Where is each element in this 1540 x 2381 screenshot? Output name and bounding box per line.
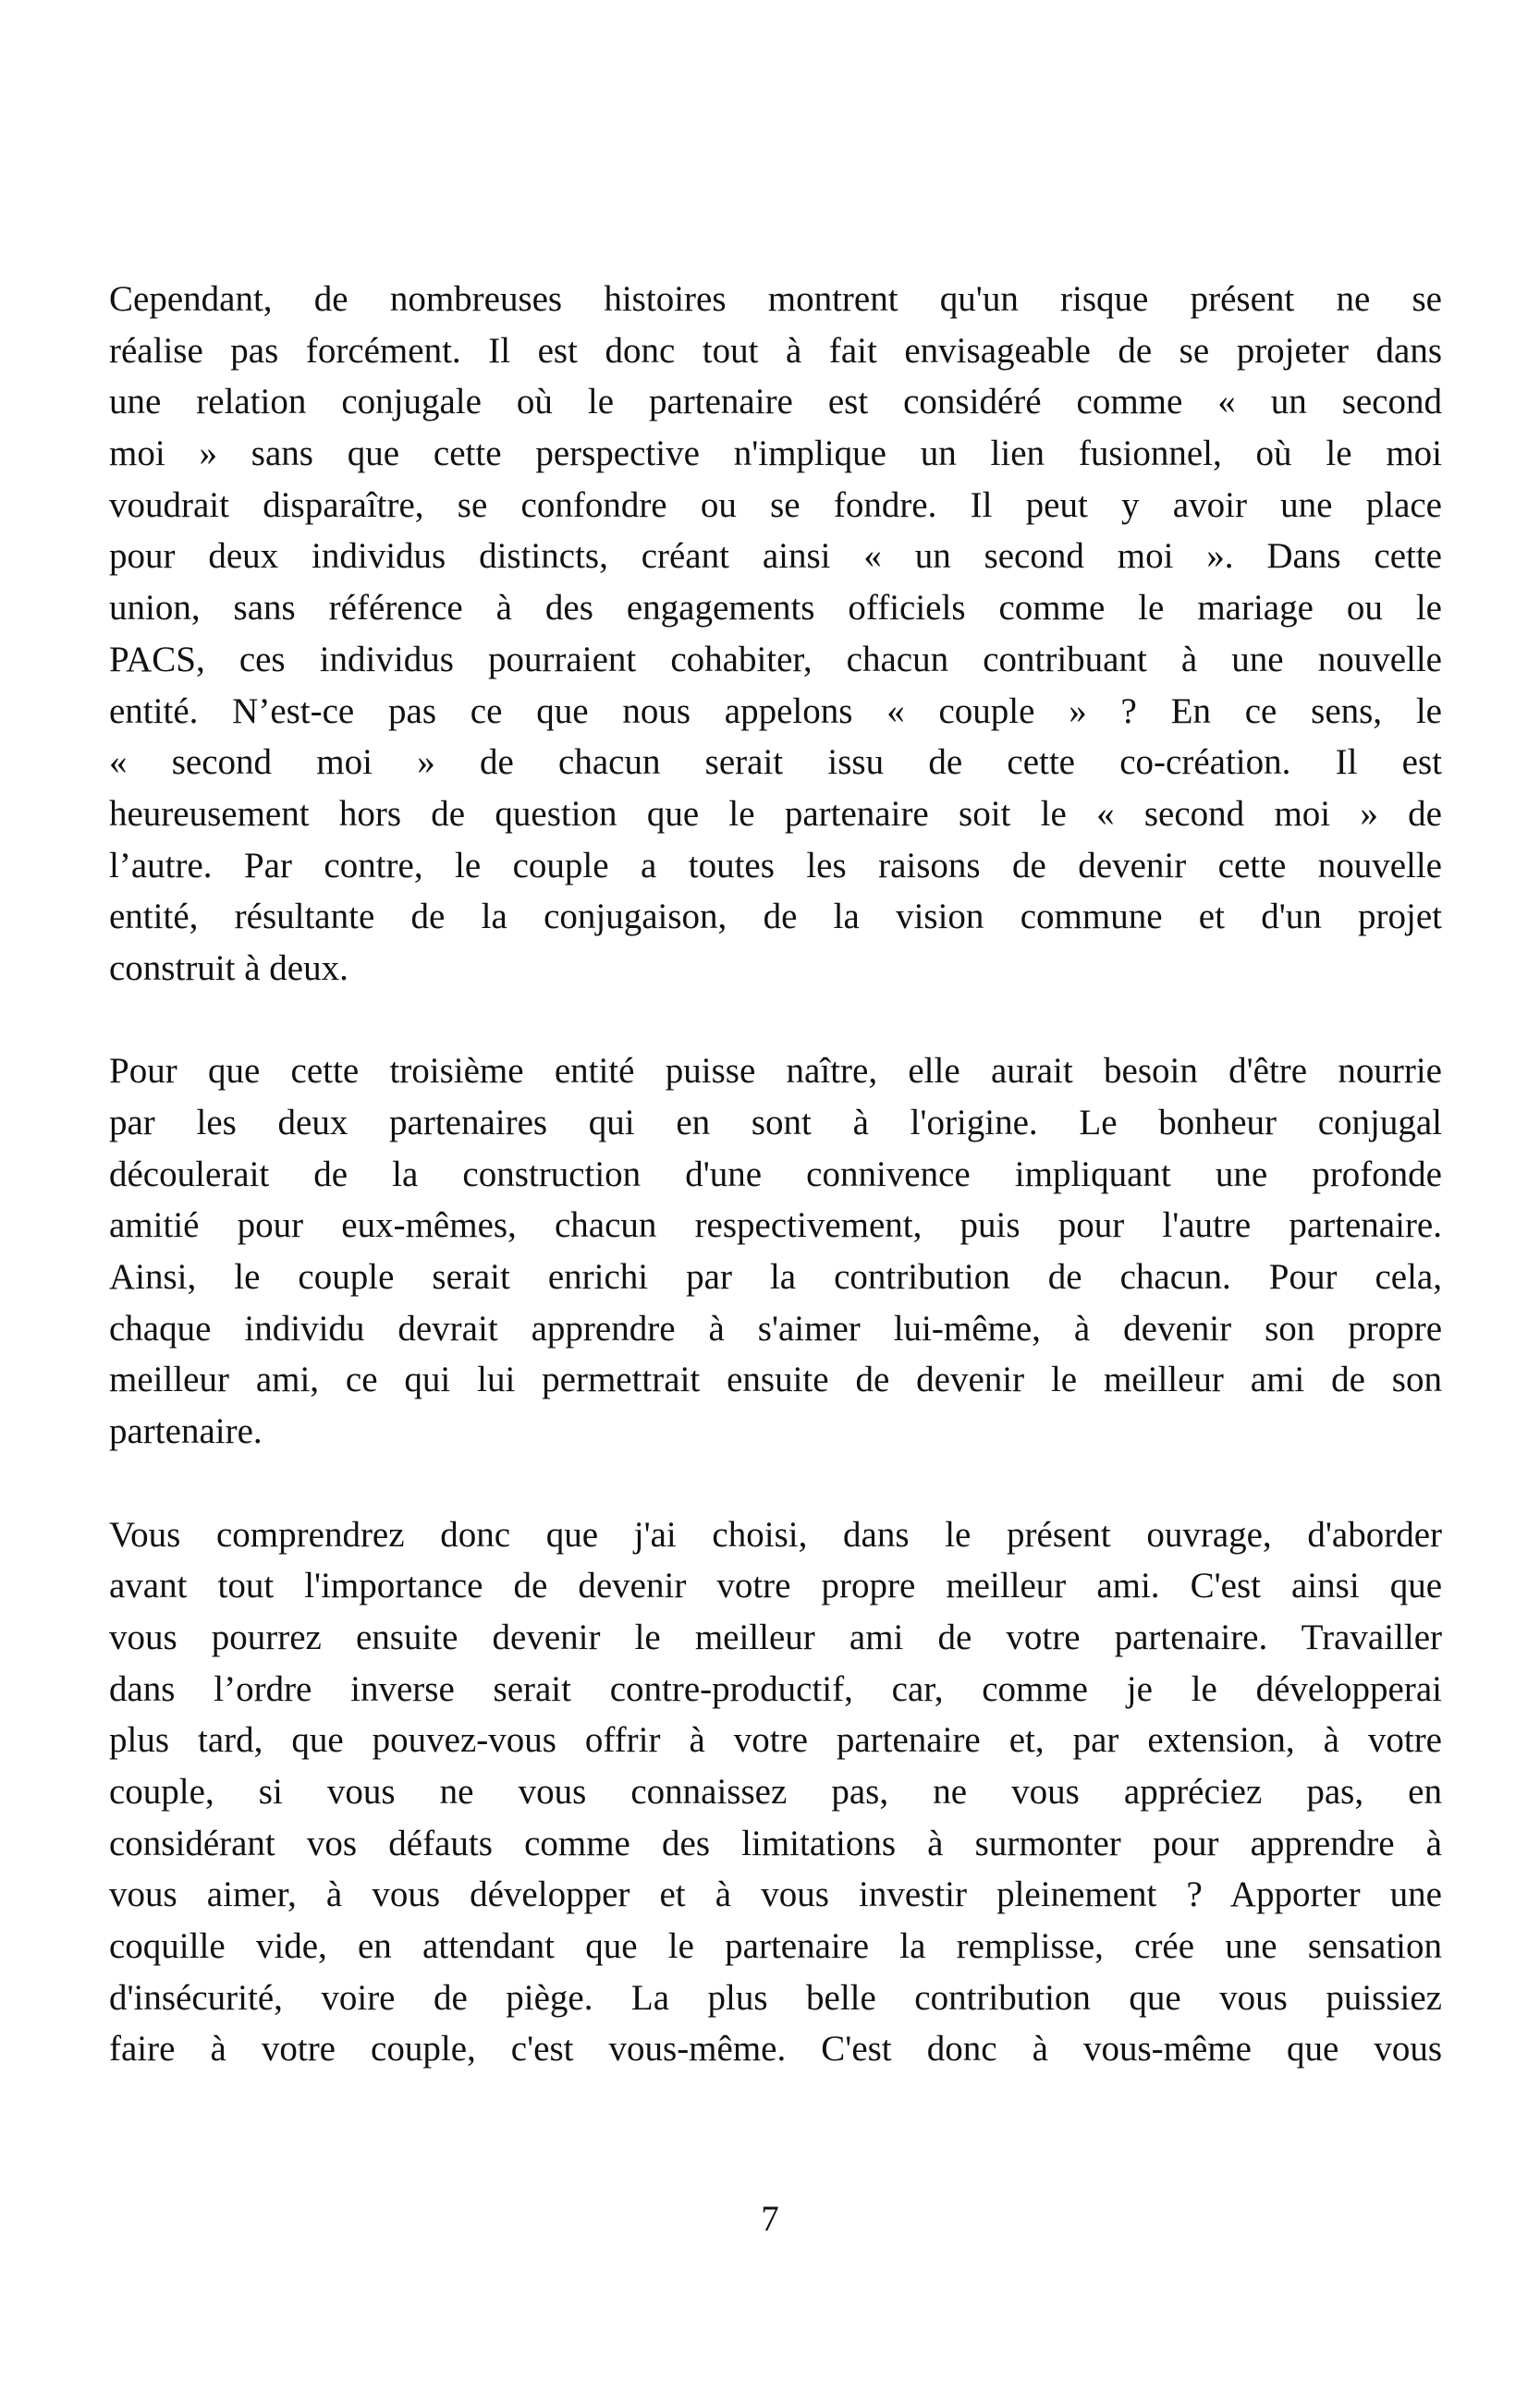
paragraph-1	[109, 274, 1442, 995]
text-line: PACS, ces individus pourraient cohabiter, chacun contribuant à une nouvelle	[109, 639, 1442, 679]
text-line: réalise pas forcément. Il est donc tout à fait envisageable de se projeter dans	[109, 330, 1442, 371]
text-line: découlerait de la construction d'une connivence impliquant une profonde	[109, 1154, 1442, 1194]
text-line: partenaire.	[109, 1411, 263, 1452]
text-line: Pour que cette troisième entité puisse naître, elle aurait besoin d'être nourrie	[109, 1051, 1442, 1092]
text-line: avant tout l'importance de devenir votre propre meilleur ami. C'est ainsi que	[109, 1566, 1442, 1606]
paragraph-2	[109, 1045, 1442, 1458]
text-line: moi » sans que cette perspective n'implique un lien fusionnel, où le moi	[109, 433, 1442, 474]
text-line: chaque individu devrait apprendre à s'aimer lui-même, à devenir son propre	[109, 1308, 1442, 1349]
text-line: amitié pour eux-mêmes, chacun respectivement, puis pour l'autre partenaire.	[109, 1205, 1442, 1246]
page-number: 7	[761, 2199, 779, 2239]
text-line: Vous comprendrez donc que j'ai choisi, dans le présent ouvrage, d'aborder	[109, 1514, 1442, 1555]
text-line: heureusement hors de question que le partenaire soit le « second moi » de	[109, 793, 1442, 834]
text-line: voudrait disparaître, se confondre ou se fondre. Il peut y avoir une place	[109, 484, 1442, 525]
text-line: couple, si vous ne vous connaissez pas, ne vous appréciez pas, en	[109, 1771, 1442, 1812]
text-line: l’autre. Par contre, le couple a toutes les raisons de devenir cette nouvelle	[109, 845, 1442, 885]
body-text	[109, 274, 1442, 2127]
text-line: une relation conjugale où le partenaire est considéré comme « un second	[109, 382, 1442, 422]
text-line: faire à votre couple, c'est vous-même. C'est donc à vous-même que vous	[109, 2029, 1442, 2070]
text-line: Ainsi, le couple serait enrichi par la contribution de chacun. Pour cela,	[109, 1257, 1442, 1298]
text-line: « second moi » de chacun serait issu de cette co-création. Il est	[109, 742, 1442, 783]
text-line: pour deux individus distincts, créant ainsi « un second moi ». Dans cette	[109, 536, 1442, 577]
text-line: considérant vos défauts comme des limitations à surmonter pour apprendre à	[109, 1823, 1442, 1863]
text-line: entité. N’est-ce pas ce que nous appelons « couple » ? En ce sens, le	[109, 690, 1442, 731]
text-line: dans l’ordre inverse serait contre-productif, car, comme je le développerai	[109, 1668, 1442, 1709]
text-line: construit à deux.	[109, 947, 348, 988]
text-line: coquille vide, en attendant que le partenaire la remplisse, crée une sensation	[109, 1926, 1442, 1966]
text-line: meilleur ami, ce qui lui permettrait ensuite de devenir le meilleur ami de son	[109, 1360, 1442, 1400]
text-line: vous pourrez ensuite devenir le meilleur ami de votre partenaire. Travailler	[109, 1617, 1442, 1657]
text-line: plus tard, que pouvez-vous offrir à votre partenaire et, par extension, à votre	[109, 1720, 1442, 1761]
text-line: Cependant, de nombreuses histoires montrent qu'un risque présent ne se	[109, 279, 1442, 319]
paragraph-3	[109, 1509, 1442, 2076]
text-line: vous aimer, à vous développer et à vous investir pleinement ? Apporter une	[109, 1874, 1442, 1915]
text-line: par les deux partenaires qui en sont à l'origine. Le bonheur conjugal	[109, 1103, 1442, 1142]
text-line: union, sans référence à des engagements officiels comme le mariage ou le	[109, 588, 1442, 629]
text-line: d'insécurité, voire de piège. La plus belle contribution que vous puissiez	[109, 1977, 1442, 2018]
text-line: entité, résultante de la conjugaison, de la vision commune et d'un projet	[109, 897, 1442, 937]
